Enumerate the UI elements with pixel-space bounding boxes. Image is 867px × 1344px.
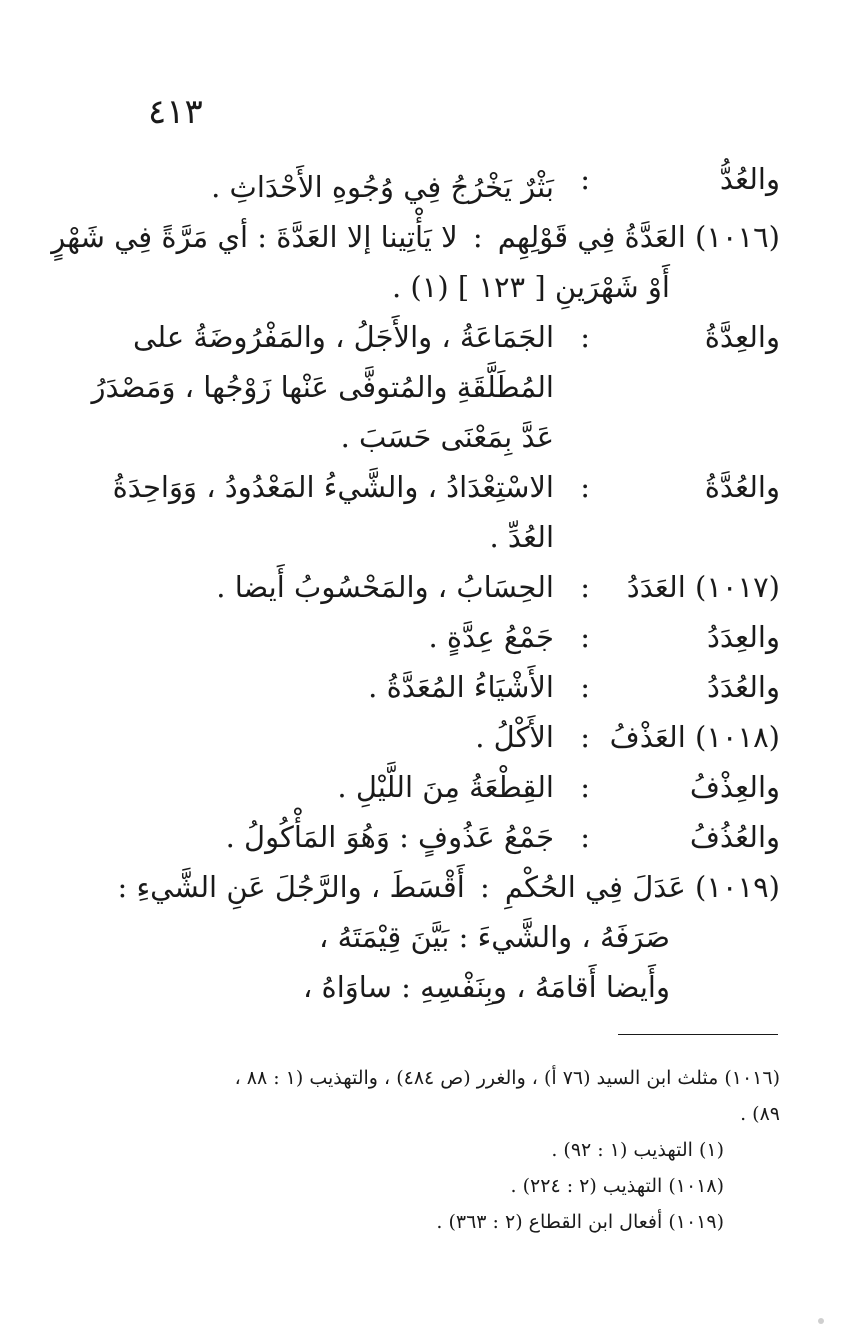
entry-headword: (١٠١٦) العَدَّةُ فِي قَوْلِهِم <box>497 220 780 254</box>
entry-al-udad <box>110 662 780 712</box>
entry-definition-continuation: أَوْ شَهْرَينِ [ ١٢٣ ] (١) . <box>391 270 670 304</box>
entry-definition-continuation: العُدِّ . <box>489 520 554 554</box>
entry-al-uddah <box>110 462 780 562</box>
entry-headword: والعُدَّةُ <box>704 470 780 504</box>
entry-separator: : <box>580 820 590 854</box>
entry-definition: الأَكْلُ . <box>475 720 554 754</box>
entry-definition: الحِسَابُ ، والمَحْسُوبُ أَيضا . <box>216 570 554 604</box>
entry-definition: القِطْعَةُ مِنَ اللَّيْلِ . <box>337 770 554 804</box>
entry-1017-al-adad <box>110 562 780 612</box>
entry-separator: : <box>580 770 590 804</box>
entry-definition: لا يَأْتِينا إلا العَدَّةَ : أي مَرَّةً فِي شَهْرٍ <box>51 220 458 254</box>
dictionary-entries <box>51 162 780 1012</box>
entry-al-udhuf <box>110 812 780 862</box>
entry-al-idhf <box>110 762 780 812</box>
entry-definition: جَمْعُ عِدَّةٍ . <box>428 620 554 654</box>
entry-al-udd <box>110 162 780 212</box>
entry-definition-continuation: صَرَفَهُ ، والشَّيءَ : بَيَّنَ قِيْمَتَهُ ، <box>319 920 670 954</box>
footnote: (١٠١٨) التهذيب (٢ : ٢٢٤) . <box>510 1175 724 1197</box>
entry-separator: : <box>580 320 590 354</box>
entry-1019-adala <box>110 862 780 912</box>
entry-definition: الجَمَاعَةُ ، والأَجَلُ ، والمَفْرُوضَةُ على <box>133 320 554 354</box>
entry-separator: : <box>580 620 590 654</box>
entry-separator: : <box>580 720 590 754</box>
entry-definition-continuation: عَدَّ بِمَعْنَى حَسَبَ . <box>340 420 554 454</box>
scan-speck <box>818 1318 824 1324</box>
entry-separator: : <box>479 870 490 904</box>
entry-separator: : <box>472 220 483 254</box>
page-number: ٤١٣ <box>148 92 203 132</box>
footnote: (١٠١٩) أفعال ابن القطاع (٢ : ٣٦٣) . <box>436 1211 724 1233</box>
entry-separator: : <box>580 162 590 196</box>
entry-headword: والعِدَّةُ <box>704 320 780 354</box>
entry-1016-al-addah <box>51 212 780 262</box>
entry-separator: : <box>580 670 590 704</box>
entry-headword: (١٠١٨) العَذْفُ <box>609 720 780 754</box>
entry-separator: : <box>580 470 590 504</box>
entry-definition: أَقْسَطَ ، والرَّجُلَ عَنِ الشَّيءِ : <box>117 870 465 904</box>
entry-definition-continuation: وأَيضا أَقامَهُ ، وبِنَفْسِهِ : ساوَاهُ ، <box>302 970 670 1004</box>
entry-headword: (١٠١٩) عَدَلَ فِي الحُكْمِ <box>504 870 780 904</box>
footnote: (١٠١٦) مثلث ابن السيد (٧٦ أ) ، والغرر (ص ٤٨٤) ، والتهذيب (١ : ٨٨ ، <box>234 1067 780 1089</box>
footnote-divider <box>618 1034 778 1035</box>
entry-definition: جَمْعُ عَذُوفٍ : وَهُوَ المَأْكُولُ . <box>225 820 554 854</box>
footnote-continuation: ٨٩) . <box>740 1103 780 1125</box>
entry-al-idad <box>110 612 780 662</box>
entry-headword: والعِذْفُ <box>689 770 780 804</box>
entry-definition: بَثْرٌ يَخْرُجُ فِي وُجُوهِ الأَحْدَاثِ . <box>211 170 554 204</box>
entry-headword: والعِدَدُ <box>706 620 780 654</box>
entry-headword: والعُدُّ <box>719 162 780 196</box>
entry-definition-continuation: المُطَلَّقَةِ والمُتوفَّى عَنْها زَوْجُها ، وَمَصْدَرُ <box>91 370 554 404</box>
entry-definition: الأَشْيَاءُ المُعَدَّةُ . <box>368 670 554 704</box>
entry-al-iddah <box>91 312 780 462</box>
entry-separator: : <box>580 570 590 604</box>
entry-definition: الاسْتِعْدَادُ ، والشَّيءُ المَعْدُودُ ، وَوَاحِدَةُ <box>112 470 554 504</box>
entry-headword: والعُدَدُ <box>706 670 780 704</box>
entry-headword: (١٠١٧) العَدَدُ <box>626 570 780 604</box>
entry-1018-al-adhf <box>110 712 780 762</box>
footnotes <box>110 1060 780 1240</box>
entry-headword: والعُذُفُ <box>689 820 780 854</box>
footnote: (١) التهذيب (١ : ٩٢) . <box>551 1139 724 1161</box>
